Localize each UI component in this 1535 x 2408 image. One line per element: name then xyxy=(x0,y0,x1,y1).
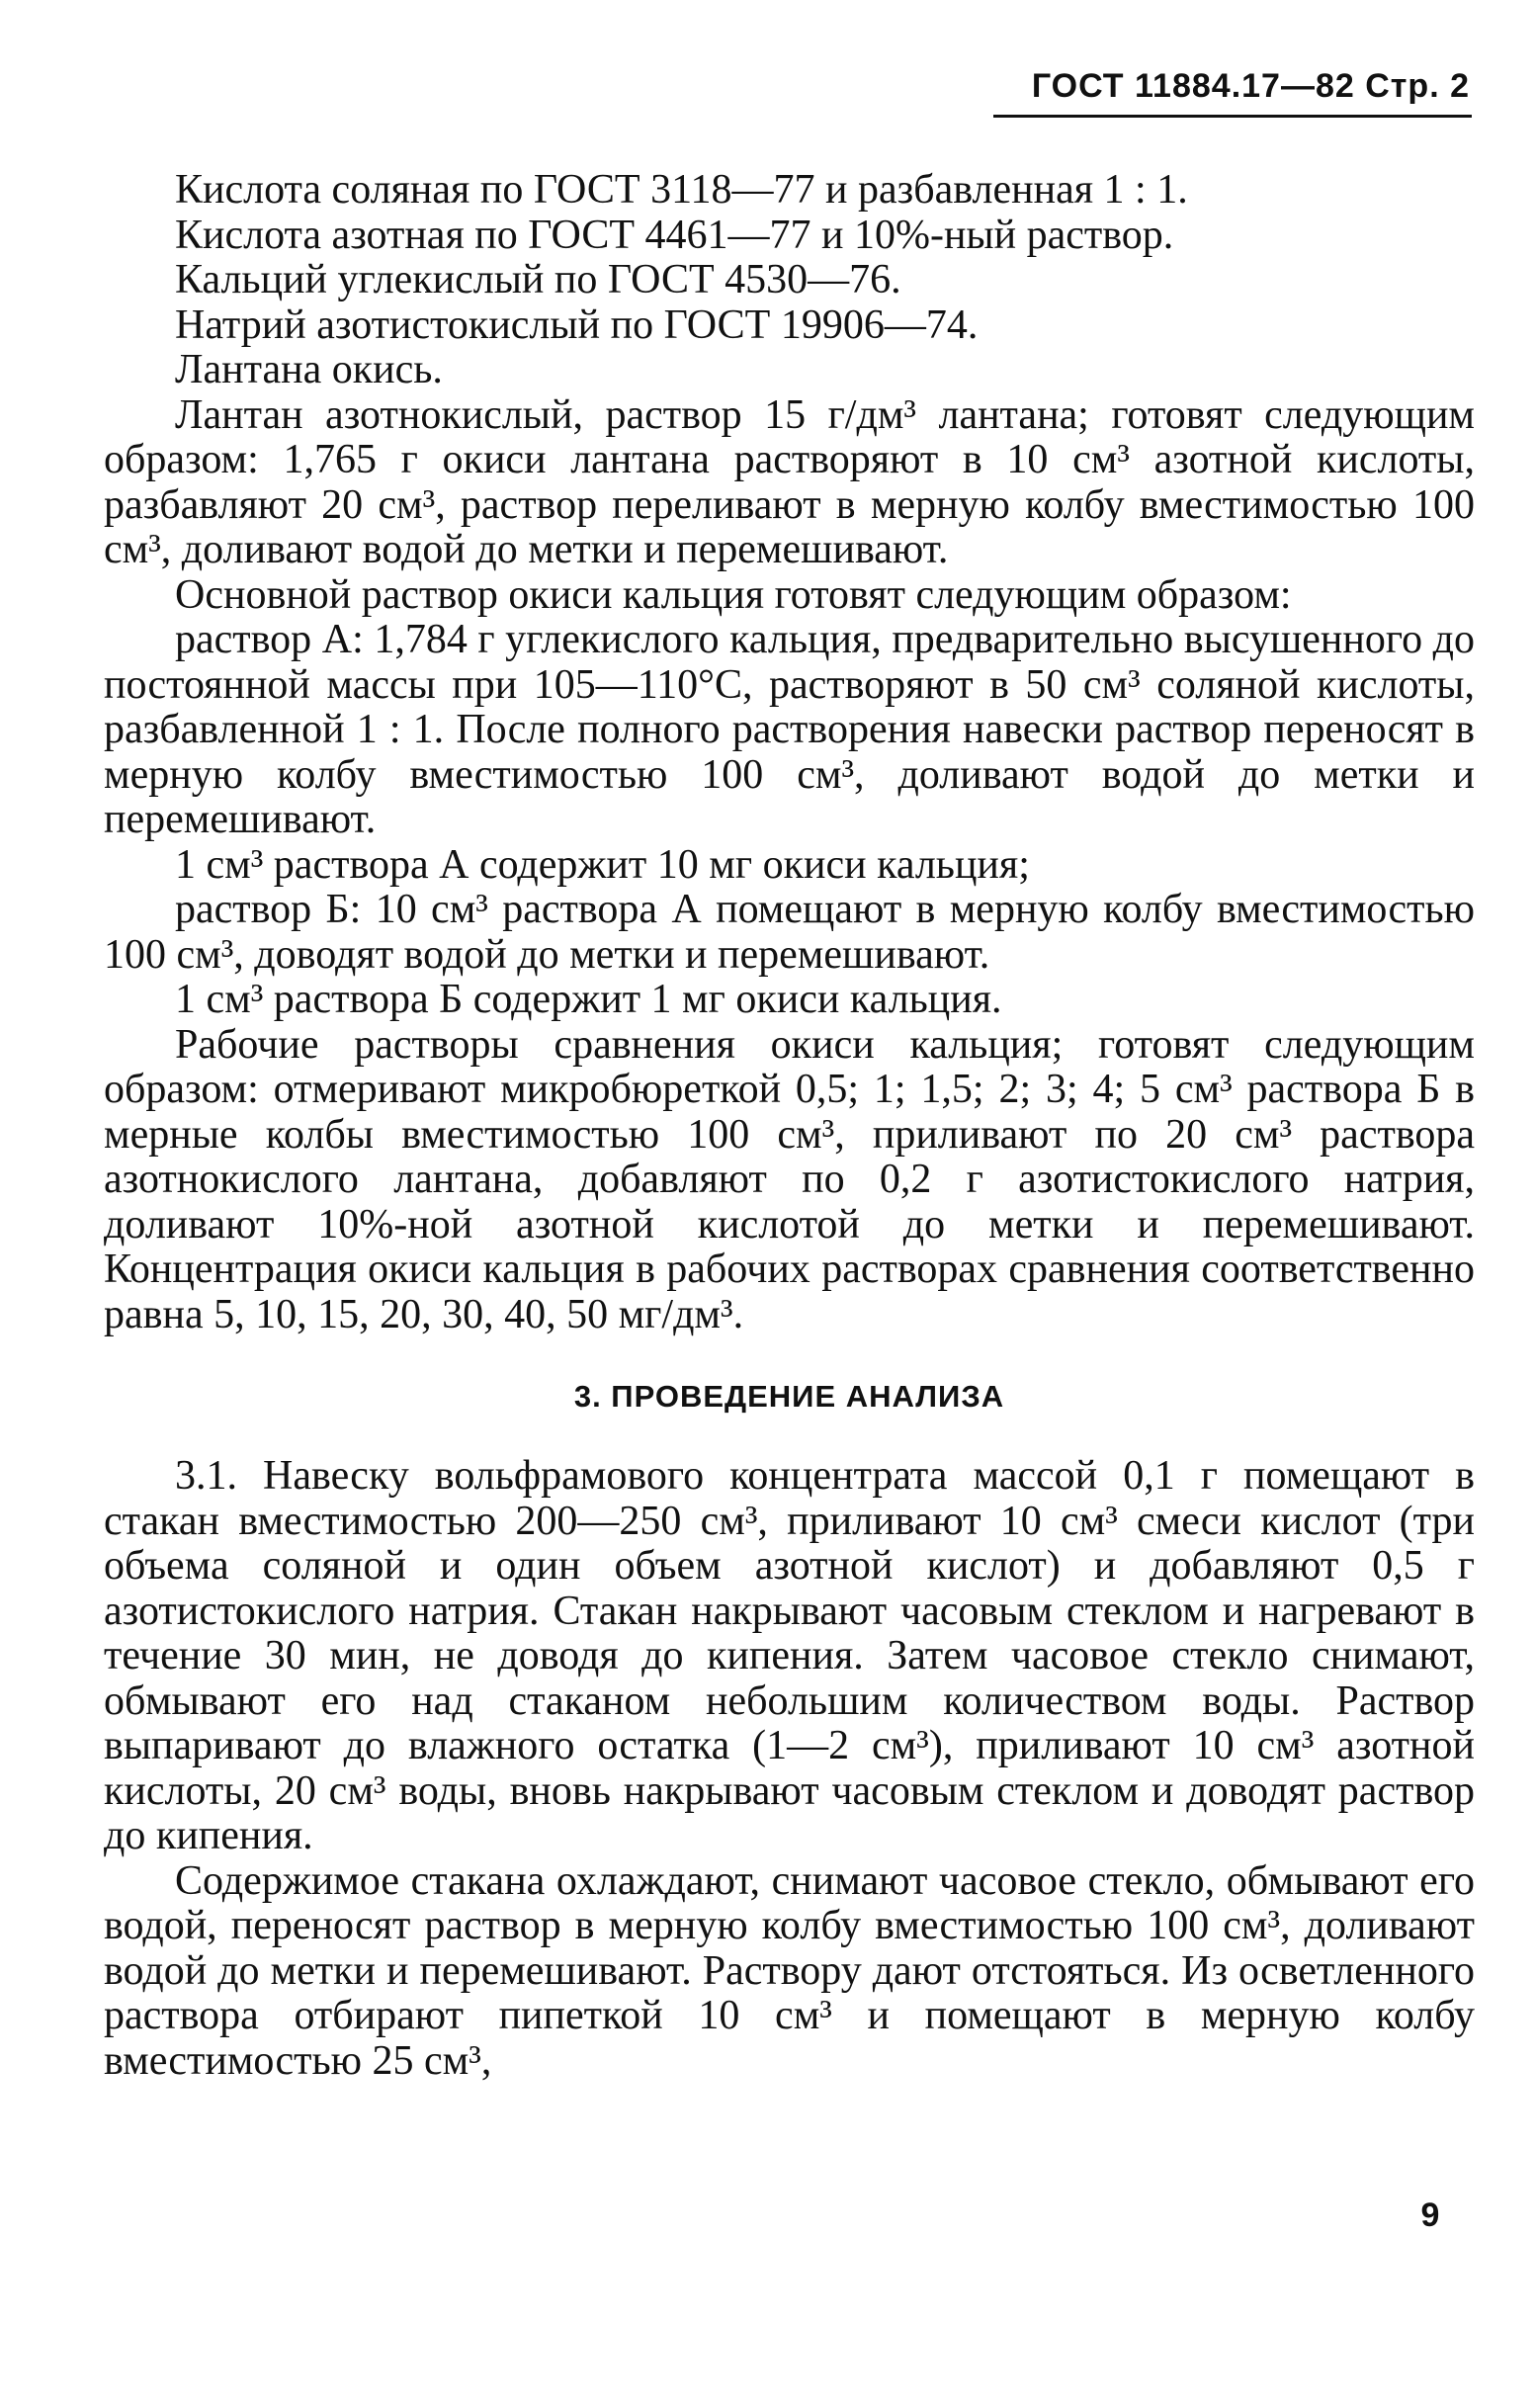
reagent-hydrochloric-acid: Кислота соляная по ГОСТ 3118—77 и разбавленная 1 : 1. xyxy=(175,167,1188,213)
reagent-lanthanum-oxide: Лантана окись. xyxy=(175,347,443,392)
page-header: ГОСТ 11884.17—82 Стр. 2 xyxy=(1031,67,1470,105)
reagent-nitric-acid: Кислота азотная по ГОСТ 4461—77 и 10%-ный раствор. xyxy=(175,212,1174,258)
document-body xyxy=(104,168,1475,2084)
page-number: 9 xyxy=(1420,2196,1440,2234)
solution-a-preparation: раствор А: 1,784 г углекислого кальция, предварительно высушенного до постоянной массы при 105—110°С, растворяют в 50 см³ соляной кислоты, разбавленной 1 : 1. После полного растворения навески раствор переносят в мерную колбу вместимостью 100 см³, доливают водой до метки и перемешивают. xyxy=(104,617,1475,842)
working-solutions: Рабочие растворы сравнения окиси кальция; готовят следующим образом: отмеривают микробюреткой 0,5; 1; 1,5; 2; 3; 4; 5 см³ раствора Б в мерные колбы вместимостью 100 см³, приливают по 20 см³ раствора азотнокислого лантана, добавляют по 0,2 г азотистокислого натрия, доливают 10%-ной азотной кислотой до метки и перемешивают. Концентрация окиси кальция в рабочих растворах сравнения соответственно равна 5, 10, 15, 20, 30, 40, 50 мг/дм³. xyxy=(104,1021,1475,1337)
solution-a-content: 1 см³ раствора А содержит 10 мг окиси кальция; xyxy=(175,841,1030,888)
header-rule xyxy=(993,115,1472,118)
solution-b-preparation: раствор Б: 10 см³ раствора А помещают в мерную колбу вместимостью 100 см³, доводят водой до метки и перемешивают. xyxy=(104,887,1475,978)
reagent-lanthanum-nitrate: Лантан азотнокислый, раствор 15 г/дм³ лантана; готовят следующим образом: 1,765 г окиси лантана растворяют в 10 см³ азотной кислоты, разбавляют 20 см³, раствор переливают в мерную колбу вместимостью 100 см³, доливают водой до метки и перемешивают. xyxy=(104,391,1475,572)
solution-b-content: 1 см³ раствора Б содержит 1 мг окиси кальция. xyxy=(175,977,1002,1022)
section-heading: 3. ПРОВЕДЕНИЕ АНАЛИЗА xyxy=(573,1379,1005,1414)
reagent-calcium-carbonate: Кальций углекислый по ГОСТ 4530—76. xyxy=(175,257,901,302)
section-paragraph-continued: Содержимое стакана охлаждают, снимают часовое стекло, обмывают его водой, переносят раствор в мерную колбу вместимостью 100 см³, доливают водой до метки и перемешивают. Раствору дают отстояться. Из осветленного раствора отбирают пипеткой 10 см³ и помещают в мерную колбу вместимостью 25 см³, xyxy=(104,1857,1475,2084)
reagent-sodium-nitrite: Натрий азотистокислый по ГОСТ 19906—74. xyxy=(175,301,979,348)
section-paragraph-3-1: 3.1. Навеску вольфрамового концентрата массой 0,1 г помещают в стакан вместимостью 200—250 см³, приливают 10 см³ смеси кислот (три объема соляной и один объем азотной кислот) и добавляют 0,5 г азотистокислого натрия. Стакан накрывают часовым стеклом и нагревают в течение 30 мин, не доводя до кипения. Затем часовое стекло снимают, обмывают его над стаканом небольшим количеством воды. Раствор выпаривают до влажного остатка (1—2 см³), приливают 10 см³ азотной кислоты, 20 см³ воды, вновь накрывают часовым стеклом и доводят раствор до кипения. xyxy=(104,1453,1475,1858)
stock-solution-intro: Основной раствор окиси кальция готовят следующим образом: xyxy=(175,571,1292,618)
